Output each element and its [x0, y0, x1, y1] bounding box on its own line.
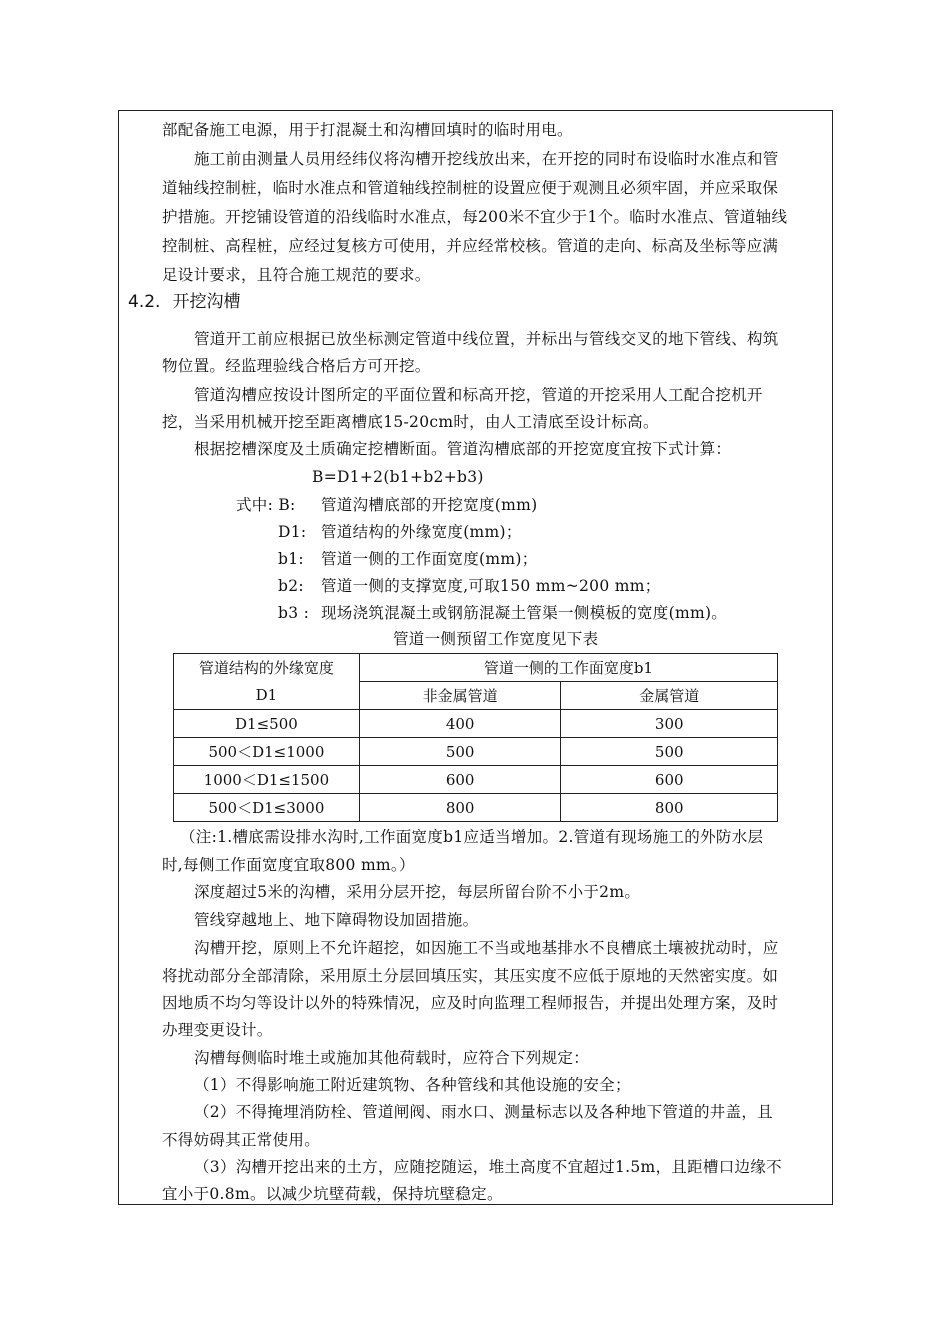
table-cell: 600	[561, 766, 778, 794]
table-cell: 500	[561, 738, 778, 766]
table-header-cell: 非金属管道	[359, 682, 561, 710]
list-item: （3）沟槽开挖出来的土方，应随挖随运，堆土高度不宜超过1.5m，且距槽口边缘不	[194, 1158, 782, 1176]
table-header-cell: 金属管道	[561, 682, 778, 710]
paragraph-line: 道轴线控制桩，临时水准点和管道轴线控制桩的设置应便于观测且必须牢固，并应采取保	[162, 179, 779, 197]
section-heading	[128, 288, 240, 316]
table-cell: D1≤500	[174, 710, 360, 738]
where-symbol: b2:	[278, 577, 304, 595]
paragraph-line: 足设计要求，且符合施工规范的要求。	[162, 266, 431, 284]
table-header-cell: 管道结构的外缘宽度	[174, 654, 360, 682]
where-desc: 管道结构的外缘宽度(mm)；	[321, 523, 522, 541]
paragraph-line: 管道开工前应根据已放坐标测定管道中线位置，并标出与管线交叉的地下管线、构筑	[194, 330, 779, 348]
table-cell: 800	[561, 794, 778, 822]
list-item: （1）不得影响施工附近建筑物、各种管线和其他设施的安全；	[194, 1076, 631, 1094]
paragraph-line: 部配备施工电源，用于打混凝土和沟槽回填时的临时用电。	[162, 121, 573, 139]
where-desc: 现场浇筑混凝土或钢筋混凝土管渠一侧模板的宽度(mm)。	[321, 604, 728, 622]
where-symbol: b1:	[278, 550, 304, 568]
where-desc: 管道一侧的支撑宽度,可取150 mm~200 mm；	[321, 577, 661, 595]
table-caption: 管道一侧预留工作宽度见下表	[393, 630, 599, 648]
paragraph-line: 物位置。经监理验线合格后方可开挖。	[162, 357, 431, 375]
where-symbol: D1:	[278, 523, 307, 541]
where-desc: 管道一侧的工作面宽度(mm)；	[321, 550, 538, 568]
paragraph-line: 沟槽每侧临时堆土或施加其他荷载时，应符合下列规定：	[194, 1049, 590, 1067]
paragraph-line: 沟槽开挖，原则上不允许超挖，如因施工不当或地基排水不良槽底土壤被扰动时，应	[194, 939, 779, 957]
list-item-continuation: 不得妨碍其正常使用。	[162, 1131, 321, 1149]
paragraph-line: 因地质不均匀等设计以外的特殊情况，应及时向监理工程师报告，并提出处理方案，及时	[162, 994, 779, 1012]
list-item: （2）不得掩埋消防栓、管道闸阀、雨水口、测量标志以及各种地下管道的井盖，且	[194, 1103, 773, 1121]
paragraph-line: 办理变更设计。	[162, 1021, 273, 1039]
formula: B=D1+2(b1+b2+b3)	[312, 468, 484, 486]
paragraph-line: 根据挖槽深度及土质确定挖槽断面。管道沟槽底部的开挖宽度宜按下式计算：	[194, 440, 732, 458]
table-cell: 800	[359, 794, 561, 822]
table-row	[174, 766, 778, 794]
paragraph-line: 施工前由测量人员用经纬仪将沟槽开挖线放出来，在开挖的同时布设临时水准点和管	[194, 150, 779, 168]
section-title: 开挖沟槽	[172, 292, 241, 312]
work-width-table	[173, 653, 778, 822]
table-header-cell: D1	[174, 682, 360, 710]
table-row	[174, 710, 778, 738]
table-cell: 300	[561, 710, 778, 738]
where-symbol: b3 :	[278, 604, 310, 622]
where-symbol: 式中: B:	[236, 496, 296, 514]
table-cell: 400	[359, 710, 561, 738]
table-row	[174, 794, 778, 822]
paragraph-line: 管线穿越地上、地下障碍物设加固措施。	[194, 911, 479, 929]
table-cell: 500＜D1≤1000	[174, 738, 360, 766]
paragraph-line: 护措施。开挖铺设管道的沿线临时水准点，每200米不宜少于1个。临时水准点、管道轴线	[162, 208, 788, 226]
table-header-cell: 管道一侧的工作面宽度b1	[359, 654, 777, 682]
table-cell: 1000＜D1≤1500	[174, 766, 360, 794]
paragraph-line: 管道沟槽应按设计图所定的平面位置和标高开挖，管道的开挖采用人工配合挖机开	[194, 386, 763, 404]
table-cell: 600	[359, 766, 561, 794]
paragraph-line: 挖，当采用机械开挖至距离槽底15-20cm时，由人工清底至设计标高。	[162, 413, 659, 431]
table-row	[174, 738, 778, 766]
table-cell: 500	[359, 738, 561, 766]
table-cell: 500＜D1≤3000	[174, 794, 360, 822]
paragraph-line: 深度超过5米的沟槽，采用分层开挖，每层所留台阶不小于2m。	[194, 883, 641, 901]
note-line: 时,每侧工作面宽度宜取800 mm。）	[162, 856, 415, 874]
note-line: （注:1.槽底需设排水沟时,工作面宽度b1应适当增加。2.管道有现场施工的外防水层	[180, 828, 764, 846]
section-number: 4.2.	[128, 292, 161, 312]
paragraph-line: 控制桩、高程桩，应经过复核方可使用，并应经常校核。管道的走向、标高及坐标等应满	[162, 237, 779, 255]
paragraph-line: 将扰动部分全部清除，采用原土分层回填压实，其压实度不应低于原地的天然密实度。如	[162, 967, 779, 985]
where-desc: 管道沟槽底部的开挖宽度(mm)	[321, 496, 538, 514]
list-item-continuation: 宜小于0.8m。以减少坑壁荷载，保持坑壁稳定。	[162, 1185, 503, 1203]
